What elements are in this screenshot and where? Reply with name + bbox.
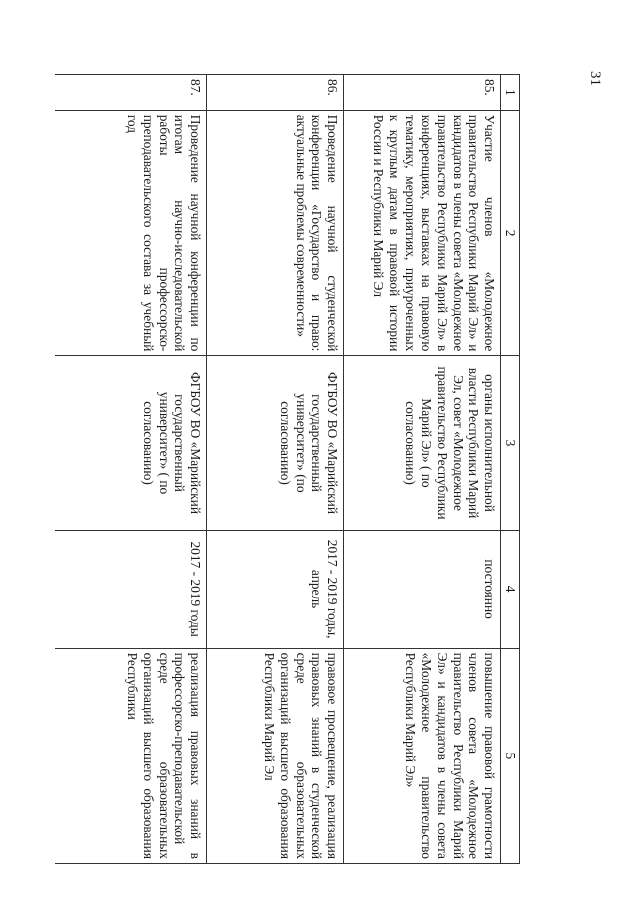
- event-cell: Участие членов «Молодежное правительство Республики Марий Эл» и кандидатов в члены совета «Молодежное правительство Республики Марий Эл» в конференциях, выставках на правовую тематику, мероприятиях, приуроченных к круглым датам в правовой истории России и Республики Марий Эл: [344, 110, 501, 356]
- term-cell: 2017 - 2019 годы: [55, 530, 207, 648]
- result-cell: правовое просвещение, реализация правовых знаний в студенческой среде образовательных организаций высшего образования Республики Марий Эл: [207, 648, 344, 863]
- header-col-3: 3: [501, 356, 520, 530]
- term-cell: постоянно: [344, 530, 501, 648]
- event-cell: Проведение научной студенческой конференции «Государство и право: актуальные проблемы современности»: [207, 110, 344, 356]
- result-cell: повышение правовой грамотности членов совета «Молодежное правительство Республики Марий Эл» и кандидатов в члены совета «Молодежное правительство Республики Марий Эл»: [344, 648, 501, 863]
- events-table: [55, 74, 520, 864]
- page-number: 31: [587, 71, 603, 86]
- row-number: 85.: [344, 75, 501, 111]
- row-number: 86.: [207, 75, 344, 111]
- header-col-2: 2: [501, 110, 520, 356]
- row-number: 87.: [55, 75, 207, 111]
- event-cell: Проведение научной конференции по итогам научно-исследовательской работы профессорско-преподавательского состава за учебный год: [55, 110, 207, 356]
- result-cell: реализация правовых знаний в профессорско-преподавательской среде образовательных организаций высшего образования Республики: [55, 648, 207, 863]
- header-col-5: 5: [501, 648, 520, 863]
- header-col-1: 1: [501, 75, 520, 111]
- table-row: [344, 75, 501, 864]
- executor-cell: органы исполнительной власти Республики Марий Эл, совет «Молодежное правительство Республики Марий Эл» ( по согласованию): [344, 356, 501, 530]
- table-row: [207, 75, 344, 864]
- table-row: [55, 75, 207, 864]
- executor-cell: ФГБОУ ВО «Марийский государственный университет» ( по согласованию): [55, 356, 207, 530]
- term-cell: 2017 - 2019 годы, апрель: [207, 530, 344, 648]
- table-header-row: [501, 75, 520, 864]
- header-col-4: 4: [501, 530, 520, 648]
- executor-cell: ФГБОУ ВО «Марийский государственный университет» (по согласованию): [207, 356, 344, 530]
- rotated-table-wrapper: [80, 74, 520, 864]
